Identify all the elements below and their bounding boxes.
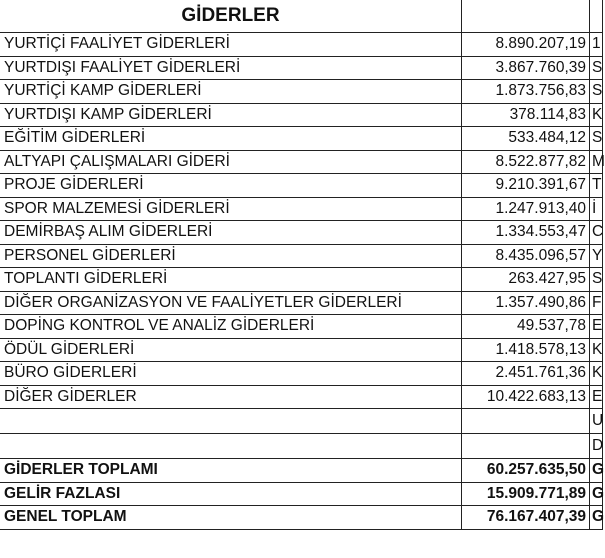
- expense-row-label: BÜRO GİDERLERİ: [0, 362, 462, 386]
- blank-row-label: [0, 434, 462, 459]
- expense-row: [0, 244, 603, 268]
- expense-row: [0, 33, 603, 57]
- expense-row-label: DOPİNG KONTROL VE ANALİZ GİDERLERİ: [0, 315, 462, 339]
- expense-row-label: EĞİTİM GİDERLERİ: [0, 127, 462, 151]
- expense-row-edge: E: [590, 315, 603, 339]
- blank-row-edge: D: [590, 434, 603, 459]
- expense-row-edge: S: [590, 80, 603, 104]
- total-row-value: 76.167.407,39: [462, 506, 590, 530]
- expense-row-value: 1.334.553,47: [462, 221, 590, 245]
- expense-row-value: 1.418.578,13: [462, 338, 590, 362]
- expense-row-value: 2.451.761,36: [462, 362, 590, 386]
- expense-row: [0, 221, 603, 245]
- expense-row-edge: K: [590, 338, 603, 362]
- blank-row-label: [0, 409, 462, 434]
- title-edge-cell: [590, 0, 603, 33]
- expense-row-edge: F: [590, 291, 603, 315]
- total-row-edge: G: [590, 506, 603, 530]
- title-row: [0, 0, 603, 33]
- total-row: [0, 459, 603, 483]
- title-spacer-cell: [462, 0, 590, 33]
- expense-row-edge: M: [590, 150, 603, 174]
- expense-row-label: YURTİÇİ KAMP GİDERLERİ: [0, 80, 462, 104]
- expense-row: [0, 127, 603, 151]
- expense-row-label: YURTDIŞI FAALİYET GİDERLERİ: [0, 56, 462, 80]
- expense-row-value: 378.114,83: [462, 103, 590, 127]
- blank-row: [0, 409, 603, 434]
- expense-row-value: 8.435.096,57: [462, 244, 590, 268]
- expense-row-edge: K: [590, 103, 603, 127]
- total-row-edge: G: [590, 482, 603, 506]
- expense-row-value: 8.522.877,82: [462, 150, 590, 174]
- expense-row: [0, 174, 603, 198]
- expense-row-value: 533.484,12: [462, 127, 590, 151]
- expense-row: [0, 268, 603, 292]
- expense-row-edge: K: [590, 362, 603, 386]
- total-row-value: 60.257.635,50: [462, 459, 590, 483]
- blank-row-value: [462, 409, 590, 434]
- expense-row: [0, 385, 603, 409]
- total-row: [0, 482, 603, 506]
- expense-row-edge: T: [590, 174, 603, 198]
- expense-row-label: YURTİÇİ FAALİYET GİDERLERİ: [0, 33, 462, 57]
- total-row: [0, 506, 603, 530]
- expense-row-edge: E: [590, 385, 603, 409]
- expense-row: [0, 338, 603, 362]
- expense-row-label: SPOR MALZEMESİ GİDERLERİ: [0, 197, 462, 221]
- expense-row-edge: S: [590, 268, 603, 292]
- expense-row-label: ÖDÜL GİDERLERİ: [0, 338, 462, 362]
- blank-row: [0, 434, 603, 459]
- expense-row-edge: 1: [590, 33, 603, 57]
- total-row-edge: G: [590, 459, 603, 483]
- expense-row-edge: S: [590, 56, 603, 80]
- expense-row-edge: İ: [590, 197, 603, 221]
- expense-row-label: TOPLANTI GİDERLERİ: [0, 268, 462, 292]
- expense-row-value: 1.357.490,86: [462, 291, 590, 315]
- expense-row: [0, 362, 603, 386]
- expense-row-value: 8.890.207,19: [462, 33, 590, 57]
- expense-row: [0, 103, 603, 127]
- expense-row: [0, 80, 603, 104]
- expense-row-value: 3.867.760,39: [462, 56, 590, 80]
- expense-row: [0, 197, 603, 221]
- expense-row-value: 10.422.683,13: [462, 385, 590, 409]
- expense-row-label: DEMİRBAŞ ALIM GİDERLERİ: [0, 221, 462, 245]
- blank-row-value: [462, 434, 590, 459]
- expense-row: [0, 150, 603, 174]
- table-title: GİDERLER: [0, 0, 462, 33]
- expense-row: [0, 315, 603, 339]
- total-row-value: 15.909.771,89: [462, 482, 590, 506]
- total-row-label: GİDERLER TOPLAMI: [0, 459, 462, 483]
- expense-row-label: DİĞER GİDERLER: [0, 385, 462, 409]
- total-row-label: GELİR FAZLASI: [0, 482, 462, 506]
- expense-row-edge: Y: [590, 244, 603, 268]
- expense-row-value: 9.210.391,67: [462, 174, 590, 198]
- expense-row-label: ALTYAPI ÇALIŞMALARI GİDERİ: [0, 150, 462, 174]
- expense-row-edge: C: [590, 221, 603, 245]
- expense-row-value: 1.247.913,40: [462, 197, 590, 221]
- expense-row-label: DİĞER ORGANİZASYON VE FAALİYETLER GİDERLERİ: [0, 291, 462, 315]
- blank-row-edge: U: [590, 409, 603, 434]
- total-row-label: GENEL TOPLAM: [0, 506, 462, 530]
- expense-row-label: PERSONEL GİDERLERİ: [0, 244, 462, 268]
- expense-row-label: PROJE GİDERLERİ: [0, 174, 462, 198]
- expense-row-value: 263.427,95: [462, 268, 590, 292]
- expense-row: [0, 291, 603, 315]
- expense-row-value: 1.873.756,83: [462, 80, 590, 104]
- expense-row: [0, 56, 603, 80]
- expense-row-edge: S: [590, 127, 603, 151]
- expense-row-label: YURTDIŞI KAMP GİDERLERİ: [0, 103, 462, 127]
- expense-row-value: 49.537,78: [462, 315, 590, 339]
